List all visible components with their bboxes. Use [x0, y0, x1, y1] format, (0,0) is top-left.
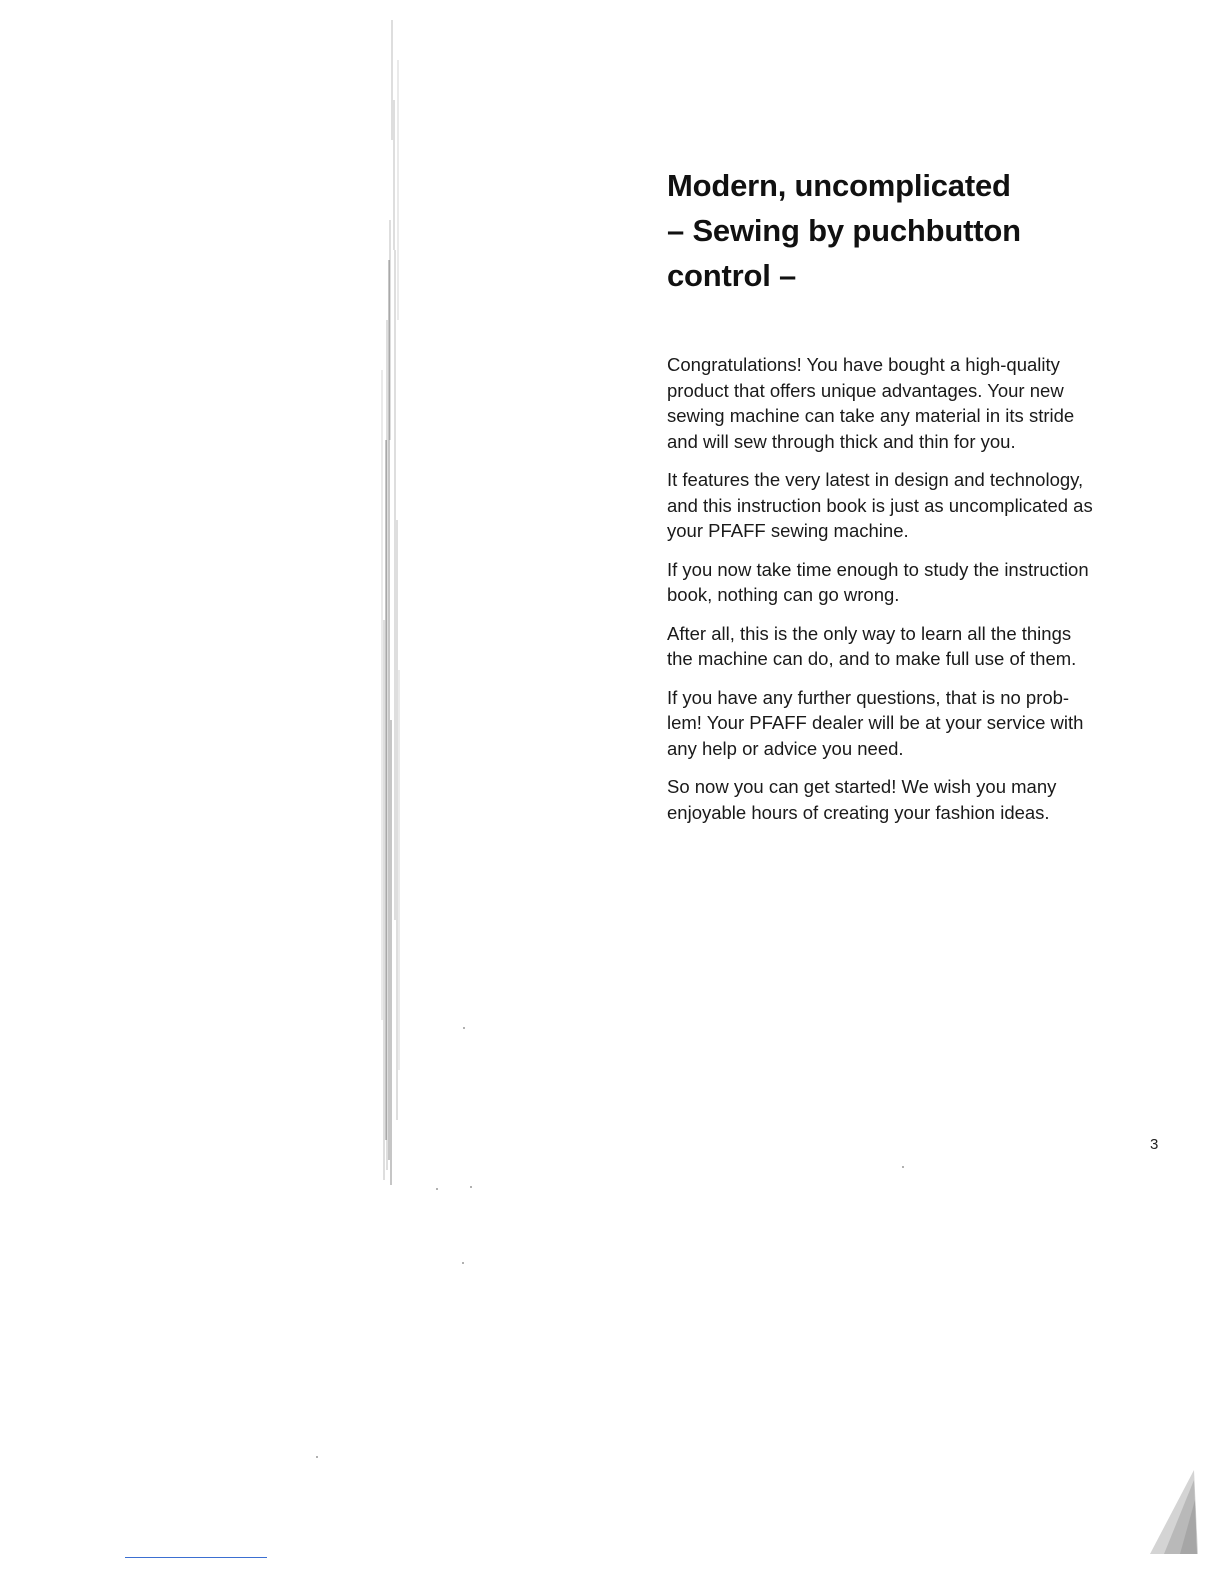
paragraph-line: product that offers unique advantages. Your new [667, 379, 1064, 401]
paragraph-line: and will sew through thick and thin for you. [667, 430, 1016, 452]
scan-speck [470, 1186, 472, 1188]
page-corner-shadow [1150, 1470, 1200, 1554]
heading-line-3: control – [667, 258, 797, 293]
scan-speck [902, 1166, 904, 1168]
paragraph-line: After all, this is the only way to learn all the things [667, 622, 1072, 644]
paragraph-line: the machine can do, and to make full use of them. [667, 648, 1077, 669]
scan-speck [462, 1262, 464, 1264]
paragraph-congratulations [667, 352, 1167, 454]
paragraph-line: any help or advice you need. [667, 737, 904, 759]
paragraph-line: So now you can get started! We wish you many [667, 776, 1057, 797]
paragraph-line: If you now take time enough to study the instruction [667, 558, 1089, 580]
heading-line-2: – Sewing by puchbutton [667, 213, 1021, 248]
body-text [667, 352, 1167, 838]
paragraph-line: sewing machine can take any material in its stride [667, 405, 1075, 426]
scan-speck [463, 1027, 465, 1029]
bottom-rule [125, 1557, 267, 1558]
paragraph-line: If you have any further questions, that is no prob- [667, 686, 1070, 708]
page-heading [667, 163, 1187, 298]
paragraph-line: your PFAFF sewing machine. [667, 520, 909, 541]
paragraph-line: and this instruction book is just as uncomplicated as [667, 494, 1093, 516]
paragraph-questions [667, 685, 1167, 762]
scan-speck [316, 1456, 318, 1458]
page-number: 3 [1150, 1136, 1159, 1153]
paragraph-get-started [667, 774, 1167, 825]
paragraph-line: It features the very latest in design and technology, [667, 469, 1084, 490]
scan-binding-edge [378, 20, 400, 1190]
paragraph-features [667, 467, 1167, 544]
paragraph-learn [667, 621, 1167, 672]
paragraph-line: Congratulations! You have bought a high-quality [667, 354, 1060, 375]
heading-line-1: Modern, uncomplicated [667, 168, 1011, 203]
paragraph-line: book, nothing can go wrong. [667, 584, 900, 605]
paragraph-study [667, 557, 1167, 608]
scan-speck [436, 1188, 438, 1190]
paragraph-line: enjoyable hours of creating your fashion ideas. [667, 801, 1050, 823]
paragraph-line: lem! Your PFAFF dealer will be at your service with [667, 712, 1084, 733]
